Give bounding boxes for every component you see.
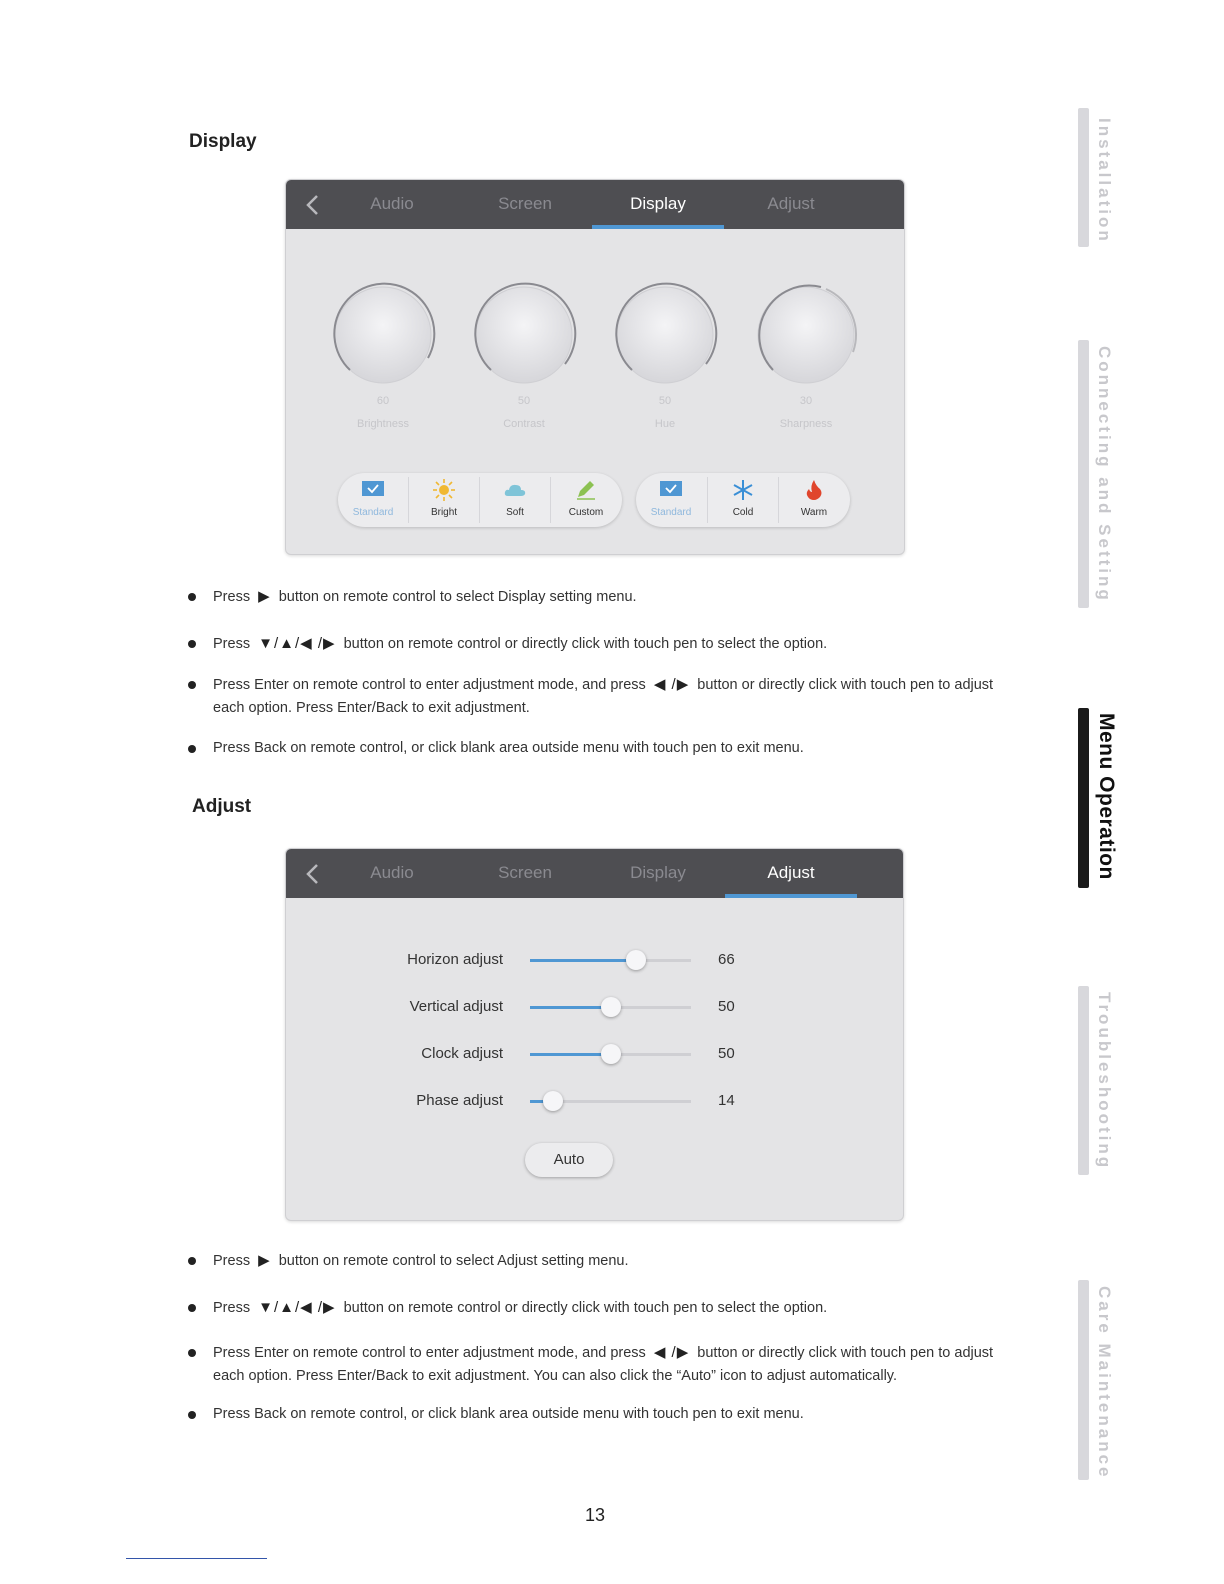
slider-handle[interactable] [626, 950, 646, 970]
left-right-arrows-icon: ◀ /▶ [653, 676, 690, 693]
side-tab-menu-operation-marker [1078, 708, 1089, 888]
bullet-text: button on remote control or directly click with touch pen to select the option. [343, 636, 828, 652]
horizon-adjust-value: 66 [718, 951, 735, 968]
picture-mode-custom[interactable] [551, 477, 621, 523]
bullet-dot [188, 593, 196, 601]
bullet-text: button on remote control to select Display setting menu. [278, 589, 637, 605]
side-tab-care-maintenance: Care Maintenance [1095, 1286, 1114, 1480]
bullet-text: Press Back on remote control, or click blank area outside menu with touch pen to exit menu. [213, 1406, 804, 1422]
tab-adjust[interactable]: Adjust [767, 863, 815, 882]
contrast-value: 50 [517, 395, 531, 407]
tab-screen[interactable]: Screen [498, 863, 552, 882]
brightness-dial[interactable] [328, 280, 438, 390]
color-temp-warm[interactable] [779, 477, 849, 523]
bullet-text: Press Enter on remote control to enter adjustment mode, and press [213, 1345, 646, 1361]
bullet-dot [188, 745, 196, 753]
adjust-menu-screenshot [285, 848, 904, 1221]
slider-fill [530, 1006, 611, 1009]
picture-mode-bright[interactable] [409, 477, 479, 523]
picture-mode-standard[interactable] [338, 477, 408, 523]
snowflake-icon [731, 479, 755, 501]
menu-tab-bar [286, 849, 903, 898]
sun-icon [432, 479, 456, 501]
side-tab-installation-marker [1078, 108, 1089, 247]
phase-adjust-value: 14 [718, 1092, 735, 1109]
hue-dial[interactable] [610, 280, 720, 390]
sharpness-dial[interactable] [751, 280, 861, 390]
active-tab-indicator [592, 225, 724, 229]
monitor-check-icon [659, 479, 683, 501]
horizon-adjust-slider[interactable] [530, 959, 691, 962]
mode-label: Standard [352, 507, 394, 518]
left-right-arrows-icon: ◀ /▶ [653, 1344, 690, 1361]
clock-adjust-label: Clock adjust [421, 1045, 503, 1062]
side-tab-troubleshooting: Troubleshooting [1095, 992, 1114, 1171]
side-tab-installation: Installation [1095, 118, 1114, 244]
auto-button[interactable]: Auto [525, 1143, 613, 1177]
bullet-dot [188, 1349, 196, 1357]
slider-handle[interactable] [543, 1091, 563, 1111]
tab-display[interactable]: Display [630, 194, 686, 213]
hue-label: Hue [654, 418, 676, 430]
back-arrow-icon[interactable] [302, 194, 324, 216]
slider-handle[interactable] [601, 1044, 621, 1064]
menu-tab-bar [286, 180, 904, 229]
display-menu-screenshot [285, 179, 905, 555]
bullet-dot [188, 681, 196, 689]
cloud-icon [503, 479, 527, 501]
sharpness-label: Sharpness [779, 418, 833, 430]
side-tab-care-marker [1078, 1280, 1089, 1480]
sharpness-value: 30 [799, 395, 813, 407]
contrast-dial[interactable] [469, 280, 579, 390]
clock-adjust-value: 50 [718, 1045, 735, 1062]
direction-arrows-icon: ▼/▲/◀ /▶ [258, 635, 336, 652]
color-temp-cold[interactable] [708, 477, 778, 523]
bullet-dot [188, 1411, 196, 1419]
bullet-text: Press Enter on remote control to enter adjustment mode, and press [213, 677, 646, 693]
tab-audio[interactable]: Audio [370, 863, 414, 882]
right-arrow-icon: ▶ [258, 588, 271, 605]
monitor-check-icon [361, 479, 385, 501]
bullet-text: button on remote control or directly click with touch pen to select the option. [343, 1300, 828, 1316]
right-arrow-icon: ▶ [258, 1252, 271, 1269]
side-tab-menu-operation: Menu Operation [1095, 713, 1118, 880]
tab-display[interactable]: Display [630, 863, 686, 882]
mode-label: Bright [430, 507, 458, 518]
bullet-dot [188, 1257, 196, 1265]
mode-label: Warm [800, 507, 828, 518]
side-tab-troubleshooting-marker [1078, 986, 1089, 1175]
bullet-text: button or directly click with touch pen to adjust each option. Press Enter/Back to exit adjustment. [213, 677, 994, 716]
tab-adjust[interactable]: Adjust [767, 194, 815, 213]
bullet-dot [188, 640, 196, 648]
pencil-icon [574, 479, 598, 501]
flame-icon [802, 479, 826, 501]
mode-label: Custom [568, 507, 604, 518]
direction-arrows-icon: ▼/▲/◀ /▶ [258, 1299, 336, 1316]
slider-fill [530, 1053, 611, 1056]
horizon-adjust-label: Horizon adjust [407, 951, 503, 968]
bullet-text: button on remote control to select Adjust setting menu. [278, 1253, 629, 1269]
brightness-label: Brightness [357, 418, 409, 430]
bullet-text: Press Back on remote control, or click blank area outside menu with touch pen to exit menu. [213, 740, 804, 756]
color-temp-standard[interactable] [636, 477, 706, 523]
clock-adjust-slider[interactable] [530, 1053, 691, 1056]
slider-handle[interactable] [601, 997, 621, 1017]
phase-adjust-slider[interactable] [530, 1100, 691, 1103]
picture-mode-soft[interactable] [480, 477, 550, 523]
bullet-text: button or directly click with touch pen to adjust each option. Press Enter/Back to exit adjustment. You can also click the “Auto” icon to adjust automatically. [213, 1345, 994, 1384]
vertical-adjust-label: Vertical adjust [409, 998, 503, 1015]
hue-value: 50 [658, 395, 672, 407]
side-tab-connecting-setting: Connecting and Setting [1095, 346, 1114, 603]
section-title-display: Display [189, 131, 257, 152]
contrast-label: Contrast [503, 418, 545, 430]
phase-adjust-label: Phase adjust [416, 1092, 503, 1109]
side-tab-connecting-marker [1078, 340, 1089, 608]
bullet-text: Press [213, 1253, 251, 1269]
vertical-adjust-slider[interactable] [530, 1006, 691, 1009]
bullet-text: Press [213, 1300, 251, 1316]
slider-fill [530, 959, 636, 962]
tab-screen[interactable]: Screen [498, 194, 552, 213]
mode-label: Cold [732, 507, 754, 518]
page-number: 13 [584, 1505, 606, 1525]
section-title-adjust: Adjust [192, 796, 252, 817]
back-arrow-icon[interactable] [302, 863, 324, 885]
active-tab-indicator [725, 894, 857, 898]
tab-audio[interactable]: Audio [370, 194, 414, 213]
mode-label: Soft [506, 507, 524, 518]
bullet-text: Press [213, 636, 251, 652]
vertical-adjust-value: 50 [718, 998, 735, 1015]
brightness-value: 60 [376, 395, 390, 407]
bullet-dot [188, 1304, 196, 1312]
bullet-text: Press [213, 589, 251, 605]
mode-label: Standard [650, 507, 692, 518]
footer-rule [126, 1558, 267, 1559]
